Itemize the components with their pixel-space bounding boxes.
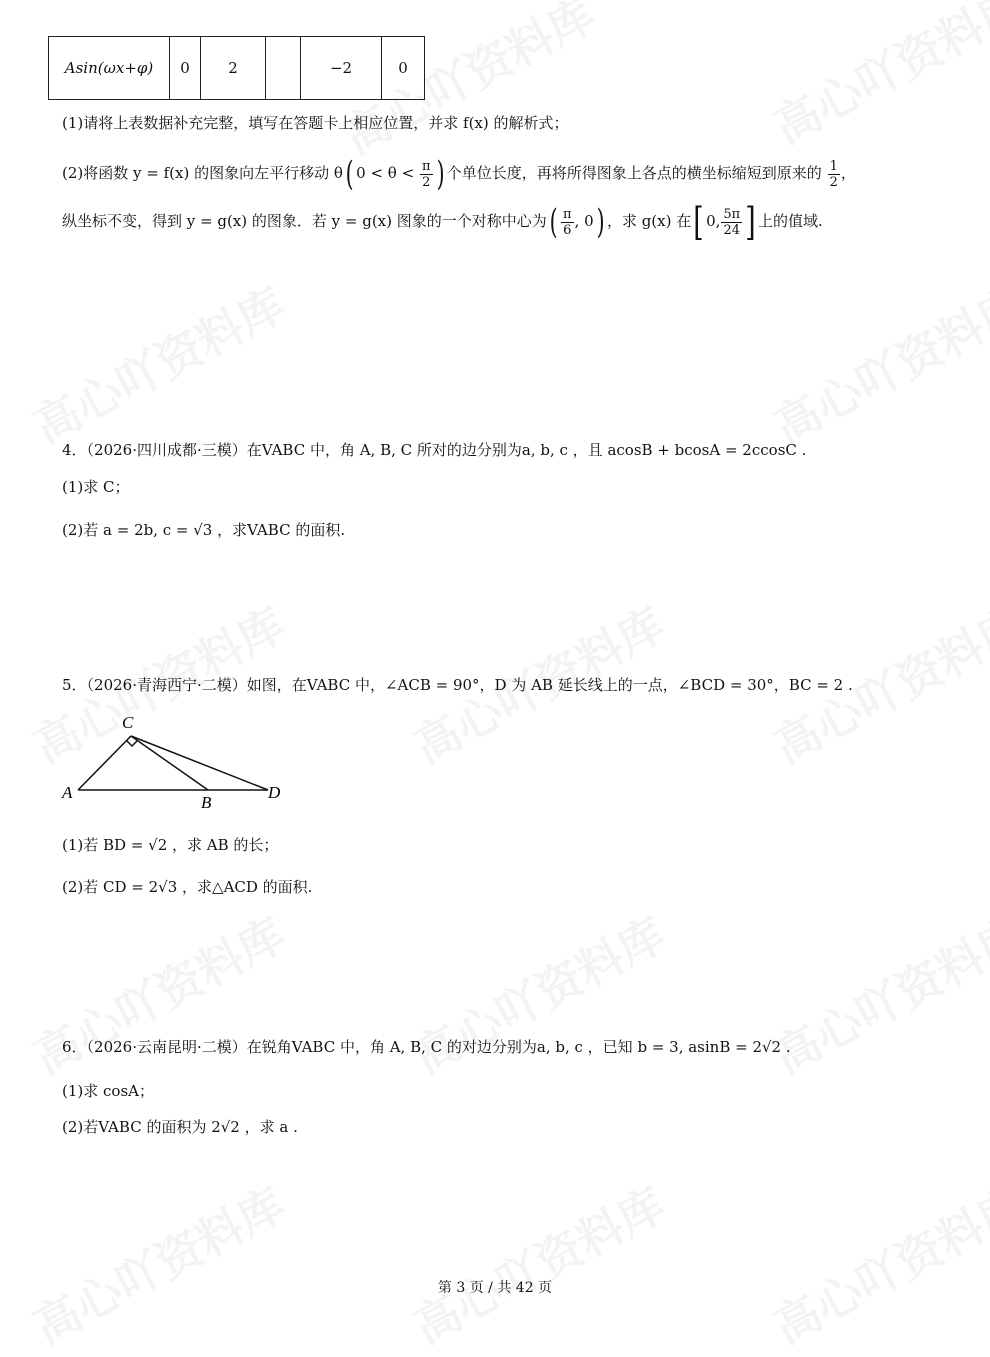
point-label-C: C [122,713,134,732]
table-cell: 2 [201,37,266,100]
table-row-label: Asin(ωx+φ) [49,37,170,100]
q5-part2: (2)若 CD = 2√3 ，求△ACD 的面积. [62,878,313,896]
q3-part2-text-b: 个单位长度，再将所得图象上各点的横坐标缩短到原来的 [446,164,822,182]
watermark [761,899,990,1087]
q4-stem: 4．（2026·四川成都·三模）在VABC 中，角 A, B, C 所对的边分别为a, b, c ，且 acosB + bcosA = 2ccosC . [62,441,807,459]
q6-part2: (2)若VABC 的面积为 2√2 ，求 a . [62,1118,298,1136]
fraction: $\frac{\pi}{2}$ [421,158,431,190]
q3-part2: (2)将函数 y = f(x) 的图象向左平行移动 θ( 0 < θ < $\frac{\pi}{2}$ ) 个单位长度，再将所得图象上各点的横坐标缩短到原来的 $\frac{1}{2}$ ， [62,154,856,194]
q5-part1: (1)若 BD = √2 ，求 AB 的长； [62,836,279,854]
line-AC [78,736,131,790]
fraction: $\frac{5\pi}{24}$ [723,206,741,238]
q5-stem: 5．（2026·青海西宁·二模）如图，在VABC 中，∠ACB = 90°，D 为 AB 延长线上的一点，∠BCD = 30°，BC = 2 . [62,676,853,694]
fraction: $\frac{1}{2}$ [829,158,838,190]
q3-cond: 0 < θ < [356,164,415,182]
paren-icon: ) [596,202,605,242]
watermark [761,1169,990,1357]
point-label-A: A [62,783,73,802]
q3-part3-text-b: ，求 g(x) 在 [606,212,692,230]
triangle-figure [58,708,298,812]
q3-part1: (1)请将上表数据补充完整，填写在答题卡上相应位置，并求 f(x) 的解析式； [62,114,569,132]
watermark [21,899,296,1087]
table-cell: 0 [170,37,201,100]
line-CD [131,736,268,790]
watermark [401,1169,676,1357]
paren-icon: ) [436,154,445,194]
table-cell [266,37,301,100]
page-footer: 第 3 页 / 共 42 页 [437,1280,553,1296]
point-label-D: D [268,783,281,802]
q3-part3-text-a: 纵坐标不变，得到 y = g(x) 的图象．若 y = g(x) 图象的一个对称中心为 [62,212,547,230]
point-label-B: B [201,793,212,812]
value-table [48,36,425,100]
watermark [401,899,676,1087]
watermark [21,269,296,457]
table-cell: 0 [382,37,425,100]
table-row [49,37,425,100]
fraction: $\frac{\pi}{6}$ [563,206,572,238]
right-angle-icon [127,741,137,746]
paren-icon: ( [549,202,558,242]
watermark [761,269,990,457]
q4-part2: (2)若 a = 2b, c = √3 ，求VABC 的面积. [62,521,346,539]
table-cell: −2 [301,37,382,100]
q6-stem: 6．（2026·云南昆明·二模）在锐角VABC 中，角 A, B, C 的对边分别为a, b, c ，已知 b = 3, asinB = 2√2 . [62,1038,791,1056]
paren-icon: ( [345,154,354,194]
watermark [21,1169,296,1357]
q6-part1: (1)求 cosA； [62,1082,154,1100]
q4-part1: (1)求 C； [62,478,130,496]
line-CB [131,736,208,790]
bracket-icon: ] [745,200,756,244]
bracket-icon: [ [693,200,704,244]
q3-part2-text-a: (2)将函数 y = f(x) 的图象向左平行移动 θ [62,164,343,182]
q3-part2-cont: 纵坐标不变，得到 y = g(x) 的图象．若 y = g(x) 图象的一个对称中心为( $\frac{\pi}{6}$ , 0) ，求 g(x) 在[ 0, $\frac{5\pi}{24}$ ] 上的值域. [62,200,823,244]
watermark [761,0,990,157]
